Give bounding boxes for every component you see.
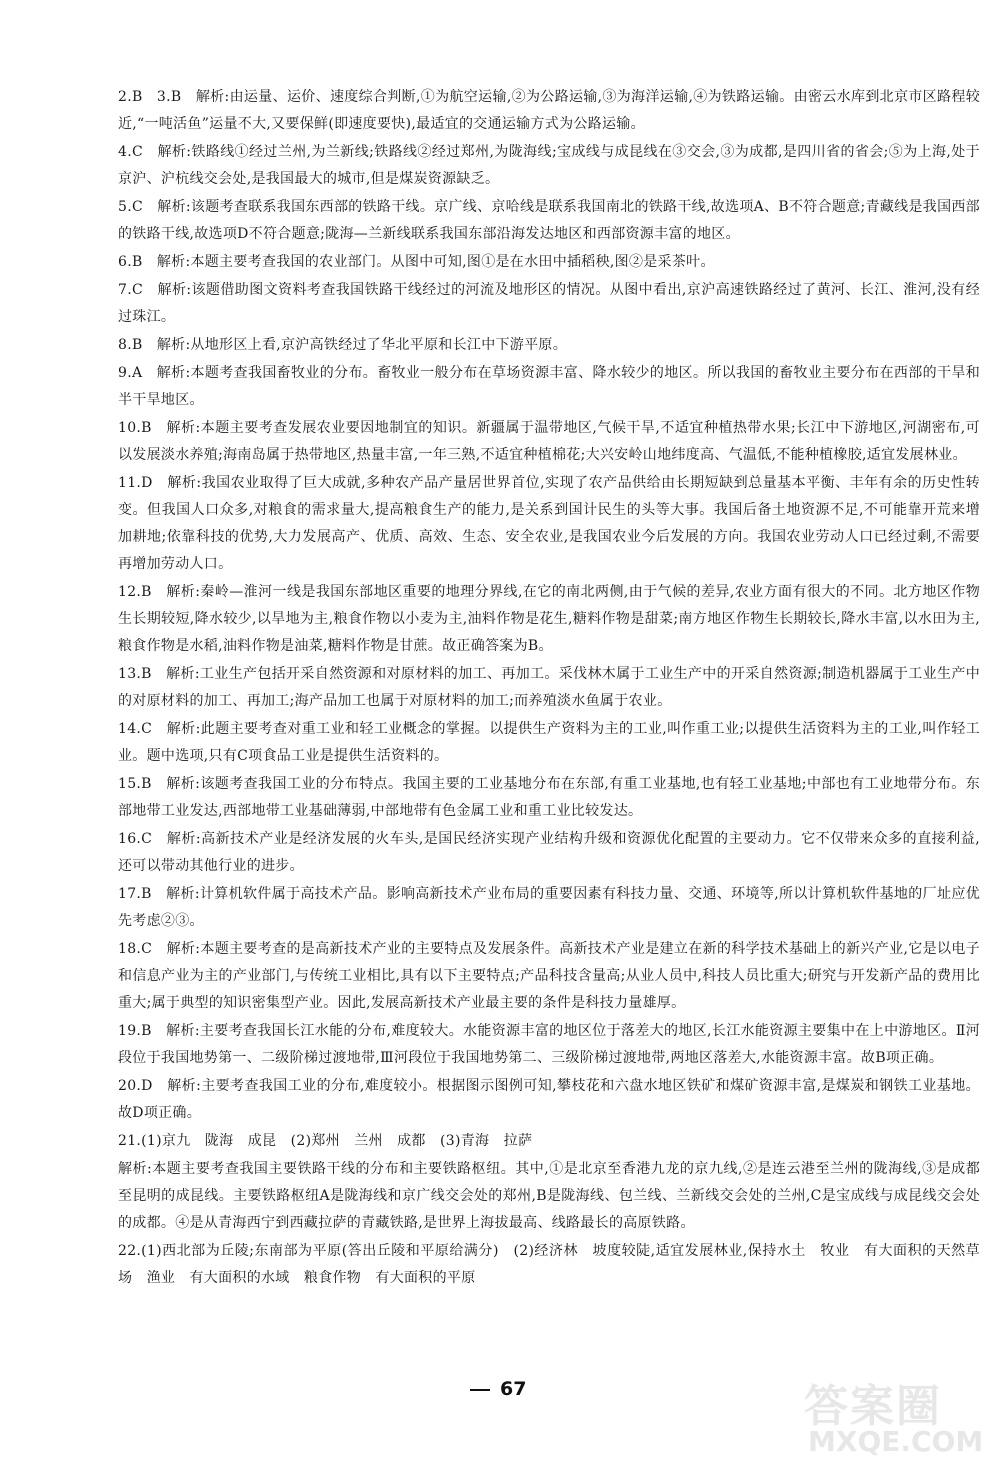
answer-21-explanation: 解析:本题主要考查我国主要铁路干线的分布和主要铁路枢纽。其中,①是北京至香港九龙的京九线,②是连云港至兰州的陇海线,③是成都至昆明的成昆线。主要铁路枢纽A是陇海线和京广线交会处的郑州,B是陇海线、包兰线、兰新线交会处的兰州,C是宝成线与成昆线交会处的成都。④是从青海西宁到西藏拉萨的青藏铁路,是世界上海拔最高、线路最长的高原铁路。 bbox=[118, 1161, 980, 1231]
answer-15: 15.B 解析:该题考查我国工业的分布特点。我国主要的工业基地分布在东部,有重工业基地,也有轻工业基地;中部也有工业地带分布。东部地带工业发达,西部地带工业基础薄弱,中部地带有色金属工业和重工业比较发达。 bbox=[118, 776, 980, 819]
watermark-url: MXQE.COM bbox=[808, 1425, 984, 1458]
answer-19: 19.B 解析:主要考查我国长江水能的分布,难度较大。水能资源丰富的地区位于落差大的地区,长江水能资源主要集中在上中游地区。Ⅱ河段位于我国地势第一、二级阶梯过渡地带,Ⅲ河段位于我国地势第二、三级阶梯过渡地带,两地区落差大,水能资源丰富。故B项正确。 bbox=[118, 1023, 980, 1066]
answer-13: 13.B 解析:工业生产包括开采自然资源和对原材料的加工、再加工。采伐林木属于工业生产中的开采自然资源;制造机器属于工业生产中的对原材料的加工、再加工;海产品加工也属于对原材料的加工;而养殖淡水鱼属于农业。 bbox=[118, 666, 980, 709]
page-number bbox=[470, 1378, 526, 1400]
answer-8: 8.B 解析:从地形区上看,京沪高铁经过了华北平原和长江中下游平原。 bbox=[118, 337, 568, 353]
answer-18: 18.C 解析:本题主要考查的是高新技术产业的主要特点及发展条件。高新技术产业是建立在新的科学技术基础上的新兴产业,它是以电子和信息产业为主的产业部门,与传统工业相比,具有以下主要特点;产品科技含量高;从业人员中,科技人员比重大;研究与开发新产品的费用比重大;属于典型的知识密集型产业。因此,发展高新技术产业最主要的条件是科技力量雄厚。 bbox=[118, 941, 980, 1011]
page-number-value: 67 bbox=[500, 1378, 527, 1400]
watermark-title: 答案圈 bbox=[804, 1381, 942, 1432]
answer-21: 21.(1)京九 陇海 成昆 (2)郑州 兰州 成都 (3)青海 拉萨 bbox=[118, 1133, 533, 1149]
watermark-logo bbox=[804, 1370, 984, 1458]
answer-20: 20.D 解析:主要考查我国工业的分布,难度较小。根据图示图例可知,攀枝花和六盘水地区铁矿和煤矿资源丰富,是煤炭和钢铁工业基地。故D项正确。 bbox=[118, 1078, 980, 1121]
answer-6: 6.B 解析:本题主要考查我国的农业部门。从图中可知,图①是在水田中插稻秧,图②是采茶叶。 bbox=[118, 254, 715, 270]
answer-2-3: 2.B 3.B 解析:由运量、运价、速度综合判断,①为航空运输,②为公路运输,③为海洋运输,④为铁路运输。由密云水库到北京市区路程较近,“一吨活鱼”运量不大,又要保鲜(即速度要快),最适宜的交通运输方式为公路运输。 bbox=[118, 89, 980, 132]
answer-4: 4.C 解析:铁路线①经过兰州,为兰新线;铁路线②经过郑州,为陇海线;宝成线与成昆线在③交会,③为成都,是四川省的省会;⑤为上海,处于京沪、沪杭线交会处,是我国最大的城市,但是煤炭资源缺乏。 bbox=[118, 144, 980, 187]
answer-22: 22.(1)西北部为丘陵;东南部为平原(答出丘陵和平原给满分) (2)经济林 坡度较陡,适宜发展林业,保持水土 牧业 有大面积的天然草场 渔业 有大面积的水域 粮食作物 有大面积的平原 bbox=[118, 1243, 980, 1286]
answer-5: 5.C 解析:该题考查联系我国东西部的铁路干线。京广线、京哈线是联系我国南北的铁路干线,故选项A、B不符合题意;青藏线是我国西部的铁路干线,故选项D不符合题意;陇海—兰新线联系我国东部沿海发达地区和西部资源丰富的地区。 bbox=[118, 199, 980, 242]
answer-12: 12.B 解析:秦岭—淮河一线是我国东部地区重要的地理分界线,在它的南北两侧,由于气候的差异,农业方面有很大的不同。北方地区作物生长期较短,降水较少,以旱地为主,粮食作物以小麦为主,油料作物是花生,糖料作物是甜菜;南方地区作物生长期较长,降水丰富,以水田为主,粮食作物是水稻,油料作物是油菜,糖料作物是甘蔗。故正确答案为B。 bbox=[118, 584, 980, 654]
answer-17: 17.B 解析:计算机软件属于高技术产品。影响高新技术产业布局的重要因素有科技力量、交通、环境等,所以计算机软件基地的厂址应优先考虑②③。 bbox=[118, 886, 980, 929]
answer-11: 11.D 解析:我国农业取得了巨大成就,多种农产品产量居世界首位,实现了农产品供给由长期短缺到总量基本平衡、丰年有余的历史性转变。但我国人口众多,对粮食的需求量大,提高粮食生产的能力,是关系到国计民生的头等大事。我国后备土地资源不足,不可能靠开荒来增加耕地;依靠科技的优势,大力发展高产、优质、高效、生态、安全农业,是我国农业今后发展的方向。我国农业劳动人口已经过剩,不需要再增加劳动人口。 bbox=[118, 475, 980, 572]
answer-9: 9.A 解析:本题考查我国畜牧业的分布。畜牧业一般分布在草场资源丰富、降水较少的地区。所以我国的畜牧业主要分布在西部的干旱和半干旱地区。 bbox=[118, 365, 980, 408]
page-number-dash bbox=[470, 1389, 490, 1391]
answer-7: 7.C 解析:该题借助图文资料考查我国铁路干线经过的河流及地形区的情况。从图中看出,京沪高速铁路经过了黄河、长江、淮河,没有经过珠江。 bbox=[118, 282, 980, 325]
answer-10: 10.B 解析:本题主要考查发展农业要因地制宜的知识。新疆属于温带地区,气候干旱,不适宜种植热带水果;长江中下游地区,河湖密布,可以发展淡水养殖;海南岛属于热带地区,热量丰富,一年三熟,不适宜种植棉花;大兴安岭山地纬度高、气温低,不能种植橡胶,适宜发展林业。 bbox=[118, 420, 980, 463]
answer-page bbox=[118, 84, 980, 1293]
answer-16: 16.C 解析:高新技术产业是经济发展的火车头,是国民经济实现产业结构升级和资源优化配置的主要动力。它不仅带来众多的直接利益,还可以带动其他行业的进步。 bbox=[118, 831, 980, 874]
answer-14: 14.C 解析:此题主要考查对重工业和轻工业概念的掌握。以提供生产资料为主的工业,叫作重工业;以提供生活资料为主的工业,叫作轻工业。题中选项,只有C项食品工业是提供生活资料的。 bbox=[118, 721, 980, 764]
